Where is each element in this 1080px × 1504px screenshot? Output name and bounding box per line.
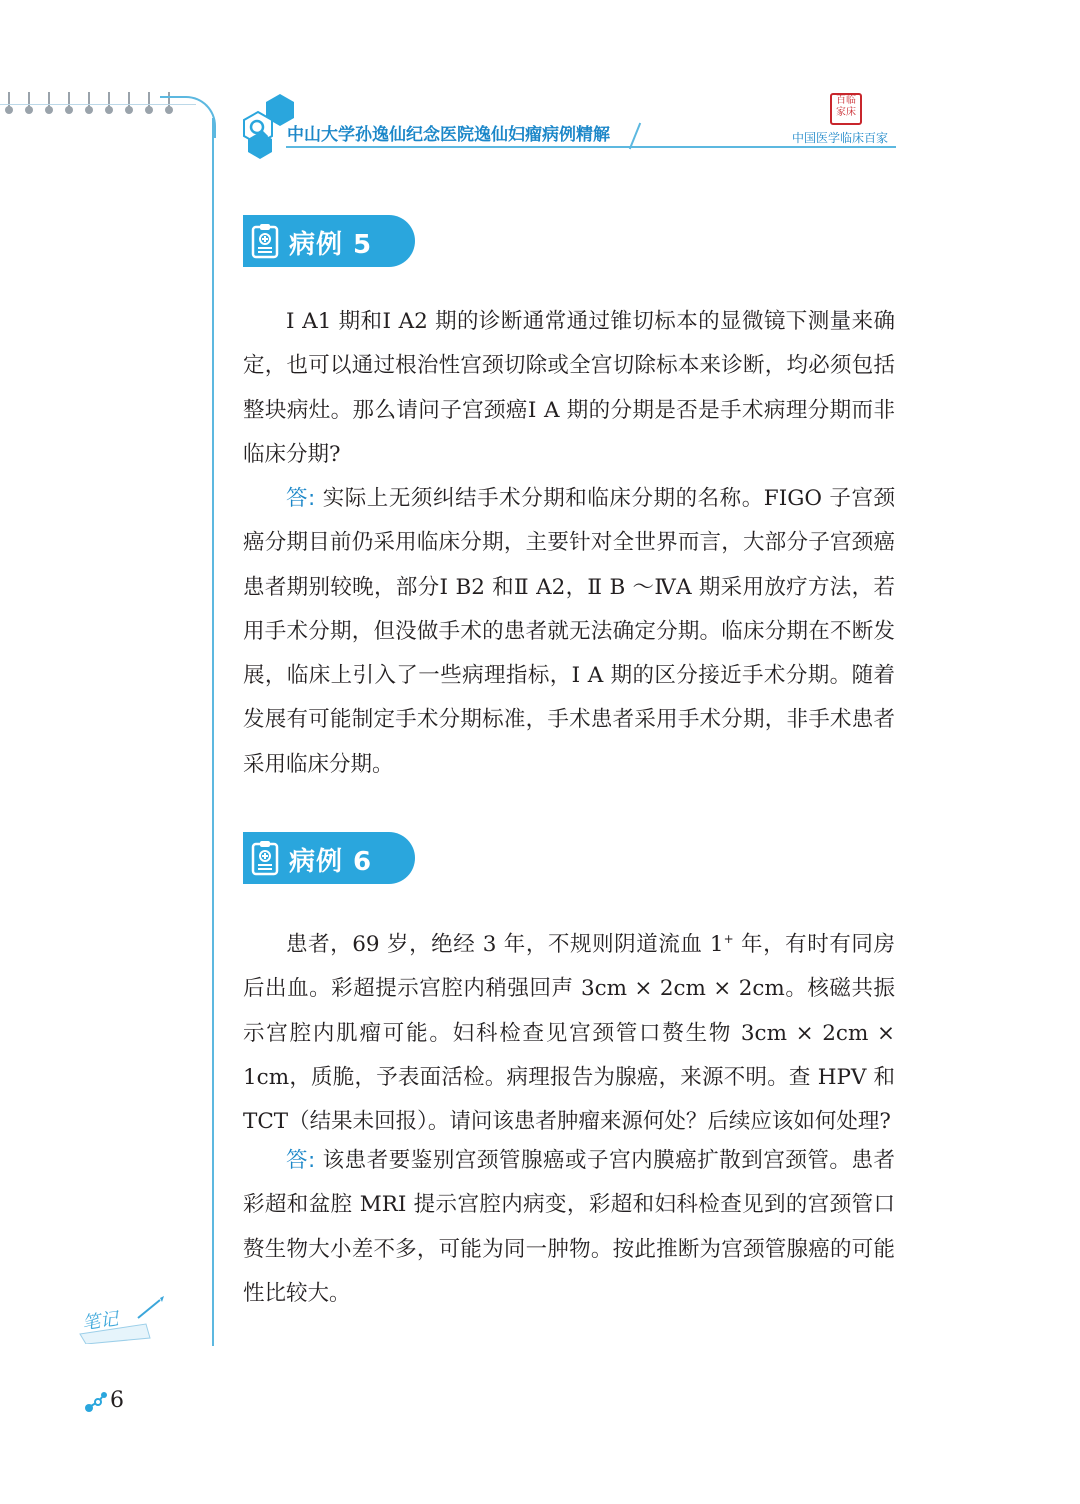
publisher-seal-logo: 百临 家床 <box>830 93 862 125</box>
clipboard-medical-icon <box>251 223 279 259</box>
margin-line <box>212 118 214 1346</box>
case-6-question-text-a: 患者，69 岁，绝经 3 年，不规则阴道流血 1 <box>286 932 724 958</box>
answer-label: 答: <box>286 486 316 511</box>
page-number: 6 <box>110 1388 124 1413</box>
margin-curve <box>160 96 216 138</box>
case-6-answer-text: 该患者要鉴别宫颈管腺癌或子宫内膜癌扩散到宫颈管。患者彩超和盆腔 MRI 提示宫腔内病变，彩超和妇科检查见到的宫颈管口赘生物大小差不多，可能为同一肿物。按此推断为宫颈管腺癌的可能性比较大。 <box>243 1148 895 1306</box>
book-title: 中山大学孙逸仙纪念医院逸仙妇瘤病例精解 <box>287 125 610 145</box>
case-5-answer <box>243 477 895 787</box>
case-5-answer-text: 实际上无须纠结手术分期和临床分期的名称。FIGO 子宫颈癌分期目前仍采用临床分期，主要针对全世界而言，大部分子宫颈癌患者期别较晚，部分Ⅰ B2 和Ⅱ A2，Ⅱ B ～ⅣA 期采用放疗方法，若用手术分期，但没做手术的患者就无法确定分期。临床分期在不断发展，临床上引入了一些病理指标，Ⅰ A 期的区分接近手术分期。随着发展有可能制定手术分期标准，手术患者采用手术分期，非手术患者采用临床分期。 <box>243 486 896 777</box>
answer-label: 答: <box>286 1148 316 1173</box>
series-brand: 中国医学临床百家 <box>792 131 889 145</box>
case-6-question <box>243 917 895 1145</box>
case-5-question: Ⅰ A1 期和Ⅰ A2 期的诊断通常通过锥切标本的显微镜下测量来确定，也可以通过根治性宫颈切除或全宫切除标本来诊断，均必须包括整块病灶。那么请问子宫颈癌Ⅰ A 期的分期是否是手术病理分期而非临床分期? <box>243 309 895 467</box>
header-rule <box>286 146 896 148</box>
clipboard-medical-icon <box>251 840 279 876</box>
case-6-label: 病例 6 <box>289 847 373 877</box>
molecule-icon <box>84 1390 108 1414</box>
case-5-badge <box>243 215 415 267</box>
case-6-answer <box>243 1139 895 1316</box>
notes-label: 笔记 <box>80 1308 120 1335</box>
superscript-plus: + <box>723 932 734 946</box>
case-5-label: 病例 5 <box>289 230 373 260</box>
case-6-question-text-b: 年，有时有同房后出血。彩超提示宫腔内稍强回声 3cm × 2cm × 2cm。核磁共振示宫腔内肌瘤可能。妇科检查见宫颈管口赘生物 3cm × 2cm × 1cm，质脆，予表面活检。病理报告为腺癌，来源不明。查 HPV 和 TCT（结果未回报）。请问该患者肿瘤来源何处？后续应该如何处理? <box>243 932 895 1135</box>
case-6-badge <box>243 832 415 884</box>
